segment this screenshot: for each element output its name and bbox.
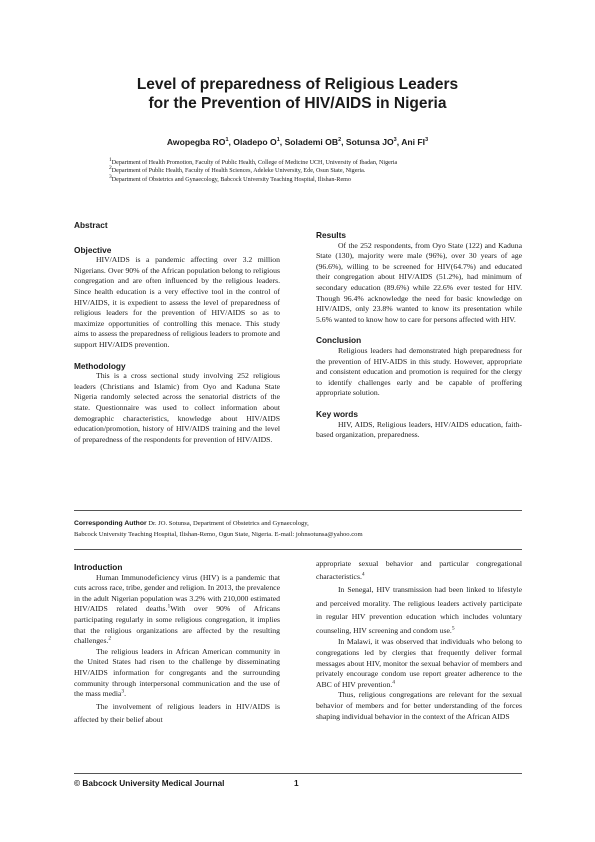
corresponding-author: [74, 518, 524, 540]
footer-divider: [74, 773, 522, 774]
abstract-left-column: [74, 220, 280, 445]
title-line-1: Level of preparedness of Religious Leaders: [136, 76, 459, 93]
intro-paragraph: appropriate sexual behavior and particular congregational characteristics.$^4$: [316, 559, 522, 581]
journal-name: © Babcock University Medical Journal: [74, 778, 225, 788]
author: Awopegba $RO^1$: [166, 137, 229, 147]
article-title: [70, 75, 525, 113]
intro-paragraph: The involvement of religious leaders in HIV/AIDS is affected by their belief about: [74, 701, 280, 724]
affiliation: $^1$Department of Health Promotion, Faculty of Public Health, College of Medicine UCH, University of Ibadan, Nigeria: [109, 156, 398, 166]
intro-paragraph: The religious leaders in African American community in the United States had risen to the challenge by disseminating HIV/AIDS information for congregants and the surrounding community through interpersonal communication and the use of the mass media$^3$.: [74, 646, 280, 699]
corresponding-author-line-1: Dr. JO. Sotunsa, Department of Obstetrics and Gynaecology,: [148, 520, 309, 527]
methodology-text: This is a cross sectional study involving 252 religious leaders (Christians and Islamic) from Oyo and Kaduna State Nigeria randomly selected across the senatorial districts of the state. Questionnaire was used to collect information about demographic characteristics, knowledge about HIV/AIDS education/promotion, history of HIV/AIDS training and the level of preparedness of the respondents for prevention of HIV/AIDS.: [74, 371, 280, 444]
affiliation: $^3$Department of Obstetrics and Gynaecology, Babcock University Teaching Hospital, Ilishan-Remo: [109, 173, 351, 183]
intro-paragraph: In Malawi, it was observed that individuals who belong to congregations led by clergies that frequently deliver formal messages about HIV, monitor the sexual behavior of members and privately encourage condom use report greater adherence to the ABC of HIV prevention.$^4$: [316, 637, 522, 689]
results-heading: Results: [316, 230, 346, 240]
keywords-heading: Key words: [316, 408, 358, 419]
divider: [74, 549, 522, 550]
introduction-heading: Introduction: [74, 562, 123, 572]
results-text: Of the 252 respondents, from Oyo State (122) and Kaduna State (130), majority were male (96%), over 30 years of age (96.6%), willing to be screened for HIV(64.7%) and educated their congregation about HIV/AIDS (51.2%), had minimum of secondary education (89.6%) while 22.6% ever tested for HIV. Though 96.4% acknowledge the need for basic knowledge on HIV/AIDS, only 23.8% wanted to know its presentation while 5.6% wanted to know how to care for persons affected with HIV.: [316, 240, 522, 324]
intro-paragraph: Thus, religious congregations are relevant for the sexual behavior of members and for better understanding of the forces shaping individual behavior in the context of the African AIDS: [316, 690, 522, 721]
introduction-right-column: [316, 557, 522, 722]
divider: [74, 510, 522, 511]
corresponding-author-line-2: Babcock University Teaching Hospital, Ilishan-Remo, Ogun State, Nigeria. E-mail: johnsotunsa@yahoo.com: [74, 531, 363, 538]
objective-text: HIV/AIDS is a pandemic affecting over 3.2 million Nigerians. Over 90% of the African population belong to religious congregation and are often influenced by the religious leaders. Since health education is a very effective tool in the control of HIV/AIDS, it is expedient to assess the level of preparedness of religious leaders for the prevention of HIV/AIDS so as to maximize opportunities of controlling this menace. This study aims to assess the preparedness of religious leaders to promote and support HIV/AIDS prevention.: [74, 255, 280, 349]
page-number: 1: [294, 778, 299, 788]
author: Oladepo $O^1$: [233, 137, 280, 147]
introduction-left-column: [74, 562, 280, 726]
affiliation: $^2$Department of Public Health, Faculty of Health Sciences, Adeleke University, Ede, Osun State, Nigeria.: [109, 165, 366, 175]
author: Ani $FI^3$: [401, 137, 429, 147]
methodology-heading: Methodology: [74, 360, 126, 371]
author: Sotunsa $JO^3$: [345, 137, 397, 147]
author-list: Awopegba $RO^1$, Oladepo $O^1$, Solademi $OB^2$, Sotunsa $JO^3$, Ani $FI^3$: [166, 137, 429, 147]
abstract-right-column: [316, 230, 522, 441]
corresponding-author-label: Corresponding Author: [74, 520, 147, 527]
keywords-text: HIV, AIDS, Religious leaders, HIV/AIDS education, faith-based organization, preparedness.: [316, 419, 522, 440]
objective-heading: Objective: [74, 244, 112, 255]
title-line-2: for the Prevention of HIV/AIDS in Nigeria: [148, 95, 447, 112]
abstract-heading: Abstract: [74, 220, 108, 230]
author: Solademi $OB^2$: [284, 137, 342, 147]
affiliations: [109, 156, 529, 184]
intro-paragraph: Human Immunodeficiency virus (HIV) is a pandemic that cuts across race, tribe, gender and religion. In 2013, the prevalence in the adult Nigerian population was 3.2% with 210,000 estimated HIV/AIDS related deaths.$^1$With over 90% of Africans participating regularly in some religious congregation, it implies that the religious organizations are affected by the resulting challenges.$^2$: [74, 572, 280, 646]
conclusion-heading: Conclusion: [316, 335, 362, 346]
intro-paragraph: In Senegal, HIV transmission had been linked to lifestyle and perceived morality. The religious leaders actively participate in regular HIV prevention education which includes voluntary counseling, HIV screening and condom use.$^5$: [316, 585, 522, 635]
conclusion-text: Religious leaders had demonstrated high preparedness for the prevention of HIV-AIDS in this study. However, appropriate and consistent education and promotion is required for the clergy to identify challenges early and be capable of proffering appropriate solution.: [316, 345, 522, 398]
page-footer: [74, 778, 522, 788]
